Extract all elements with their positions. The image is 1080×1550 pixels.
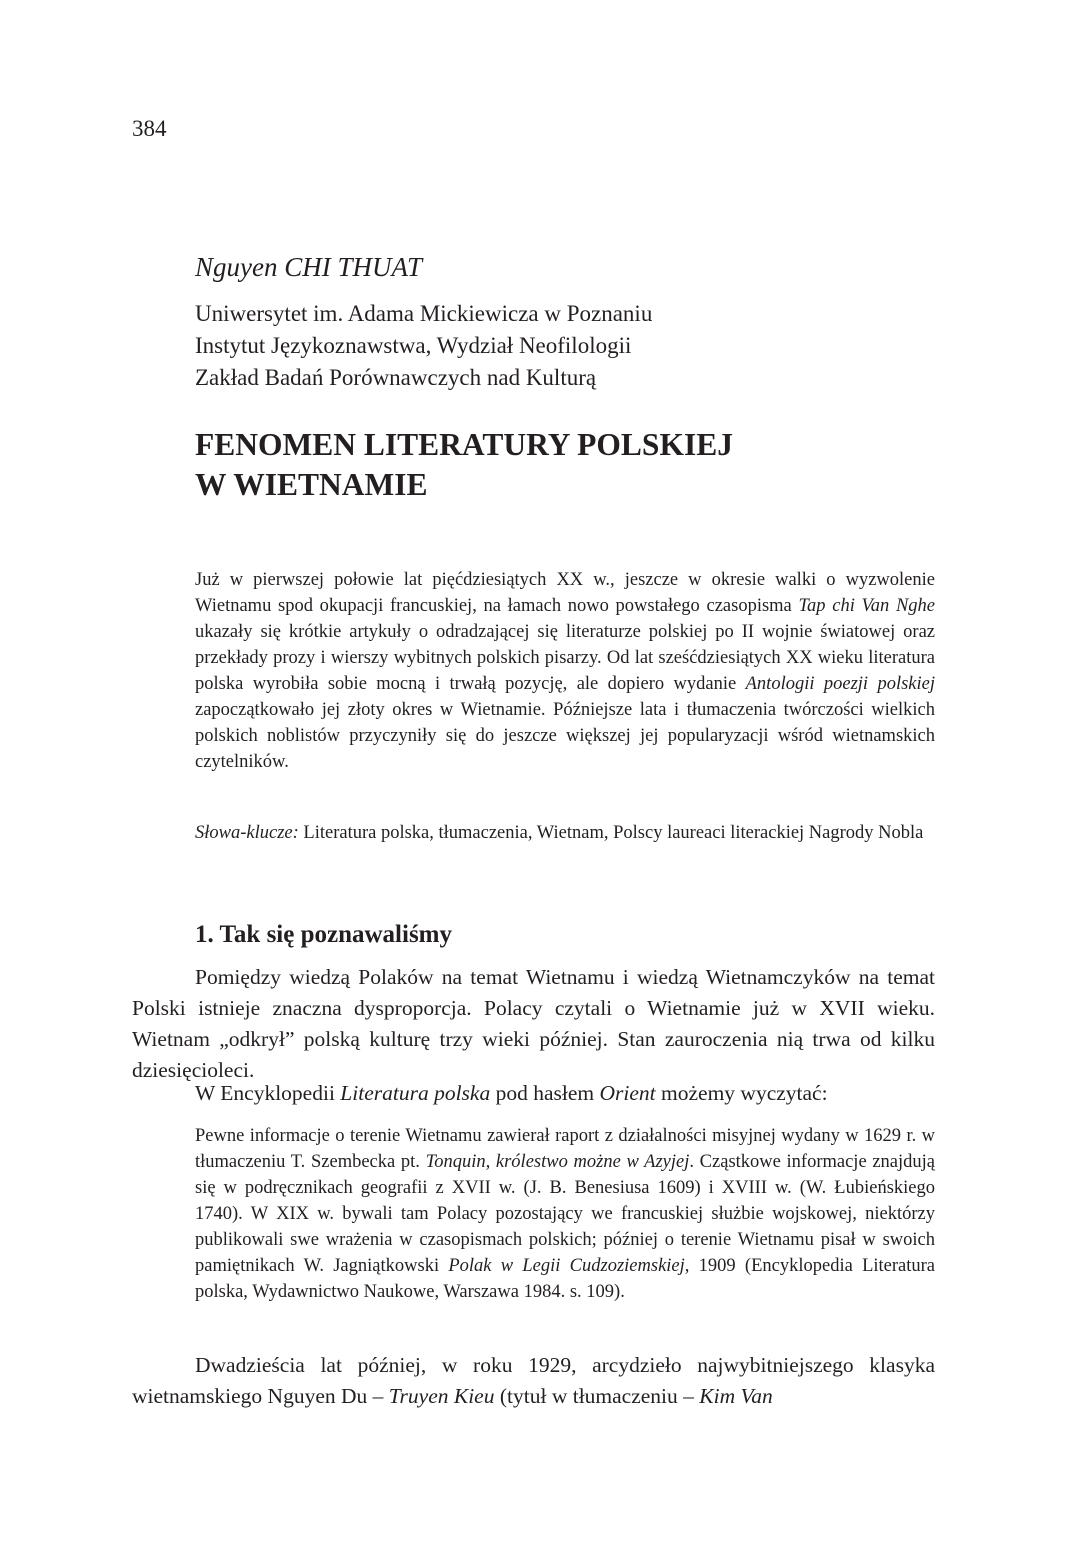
section-heading: 1. Tak się poznawaliśmy xyxy=(195,921,453,948)
title-line-2: W WIETNAMIE xyxy=(195,467,428,502)
body-paragraph: Pomiędzy wiedzą Polaków na temat Wietnamu i wiedzą Wietnamczyków na temat Polski istnieje znaczna dysproporcja. Polacy czytali o Wietnamie już w XVII wieku. Wietnam „odkrył” polską kulturę trzy wieki później. Stan zauroczenia nią trwa od kilku dziesięcioleci. xyxy=(132,965,935,1082)
affiliation-institute: Instytut Językoznawstwa, Wydział Neofilologii xyxy=(195,333,632,358)
page-number: 384 xyxy=(132,116,167,141)
body-paragraph: W Encyklopedii Literatura polska pod hasłem Orient możemy wyczytać: xyxy=(195,1081,828,1105)
abstract-journal-title: Tap chi Van Nghe xyxy=(798,596,935,616)
keywords-label: Słowa-klucze: xyxy=(195,823,299,843)
block-quote: Pewne informacje o terenie Wietnamu zawierał raport z działalności misyjnej wydany w 1629 r. w tłumaczeniu T. Szembecka pt. Tonquin, królestwo możne w Azyjej. Cząstkowe informacje znajdują się w podręcznikach geografii z XVII w. (J. B. Benesiusa 1609) i XVIII w. (W. Łubieńskiego 1740). W XIX w. bywali tam Polacy pozostający we francuskiej służbie wojskowej, niektórzy publikowali swe wrażenia w czasopismach polskich; później o terenie Wietnamu pisał w swoich pamiętnikach W. Jagniątkowski Polak w Legii Cudzoziemskiej, 1909 (Encyklopedia Literatura polska, Wydawnictwo Naukowe, Warszawa 1984. s. 109). xyxy=(195,1126,936,1302)
quoted-book-title: Tonquin, królestwo możne w Azyjej xyxy=(425,1152,690,1172)
keywords xyxy=(195,820,935,846)
author-affiliation xyxy=(195,298,652,394)
keywords-text: Literatura polska, tłumaczenia, Wietnam, Polscy laureaci literackiej Nagrody Nobla xyxy=(298,823,924,843)
body-paragraph: Dwadzieścia lat później, w roku 1929, arcydzieło najwybitniejszego klasyka wietnamskiego Nguyen Du – Truyen Kieu (tytuł w tłumaczeniu – Kim Van xyxy=(132,1353,935,1408)
abstract-text: Już w pierwszej połowie lat pięćdziesiątych XX w., jeszcze w okresie walki o wyzwolenie Wietnamu spod okupacji francuskiej, na łamach nowo powstałego czasopisma xyxy=(195,570,935,616)
quoted-book-title: Polak w Legii Cudzoziemskiej xyxy=(448,1256,685,1276)
author-name: Nguyen CHI THUAT xyxy=(195,252,422,282)
abstract xyxy=(195,567,935,775)
work-title: Truyen Kieu xyxy=(388,1384,495,1408)
encyclopedia-title: Literatura polska xyxy=(340,1081,491,1105)
abstract-text: zapoczątkowało jej złoty okres w Wietnamie. Późniejsze lata i tłumaczenia twórczości wielkich polskich noblistów przyczyniły się do jeszcze większej jej popularyzacji wśród wietnamskich czytelników. xyxy=(195,700,935,772)
abstract-text: ukazały się krótkie artykuły o odradzającej się literaturze polskiej po II wojnie światowej oraz przekłady prozy i wierszy wybitnych polskich pisarzy. Od lat sześćdziesiątych XX wieku literatura polska wyrobiła sobie mocną i trwałą pozycję, ale dopiero wydanie xyxy=(195,622,935,694)
affiliation-department: Zakład Badań Porównawczych nad Kulturą xyxy=(195,365,597,390)
affiliation-university: Uniwersytet im. Adama Mickiewicza w Poznaniu xyxy=(195,301,653,326)
entry-name: Orient xyxy=(599,1081,656,1105)
article-title xyxy=(195,425,955,505)
abstract-anthology-title: Antologii poezji polskiej xyxy=(745,674,936,694)
title-line-1: FENOMEN LITERATURY POLSKIEJ xyxy=(195,427,733,462)
work-title-translation: Kim Van xyxy=(699,1384,773,1408)
